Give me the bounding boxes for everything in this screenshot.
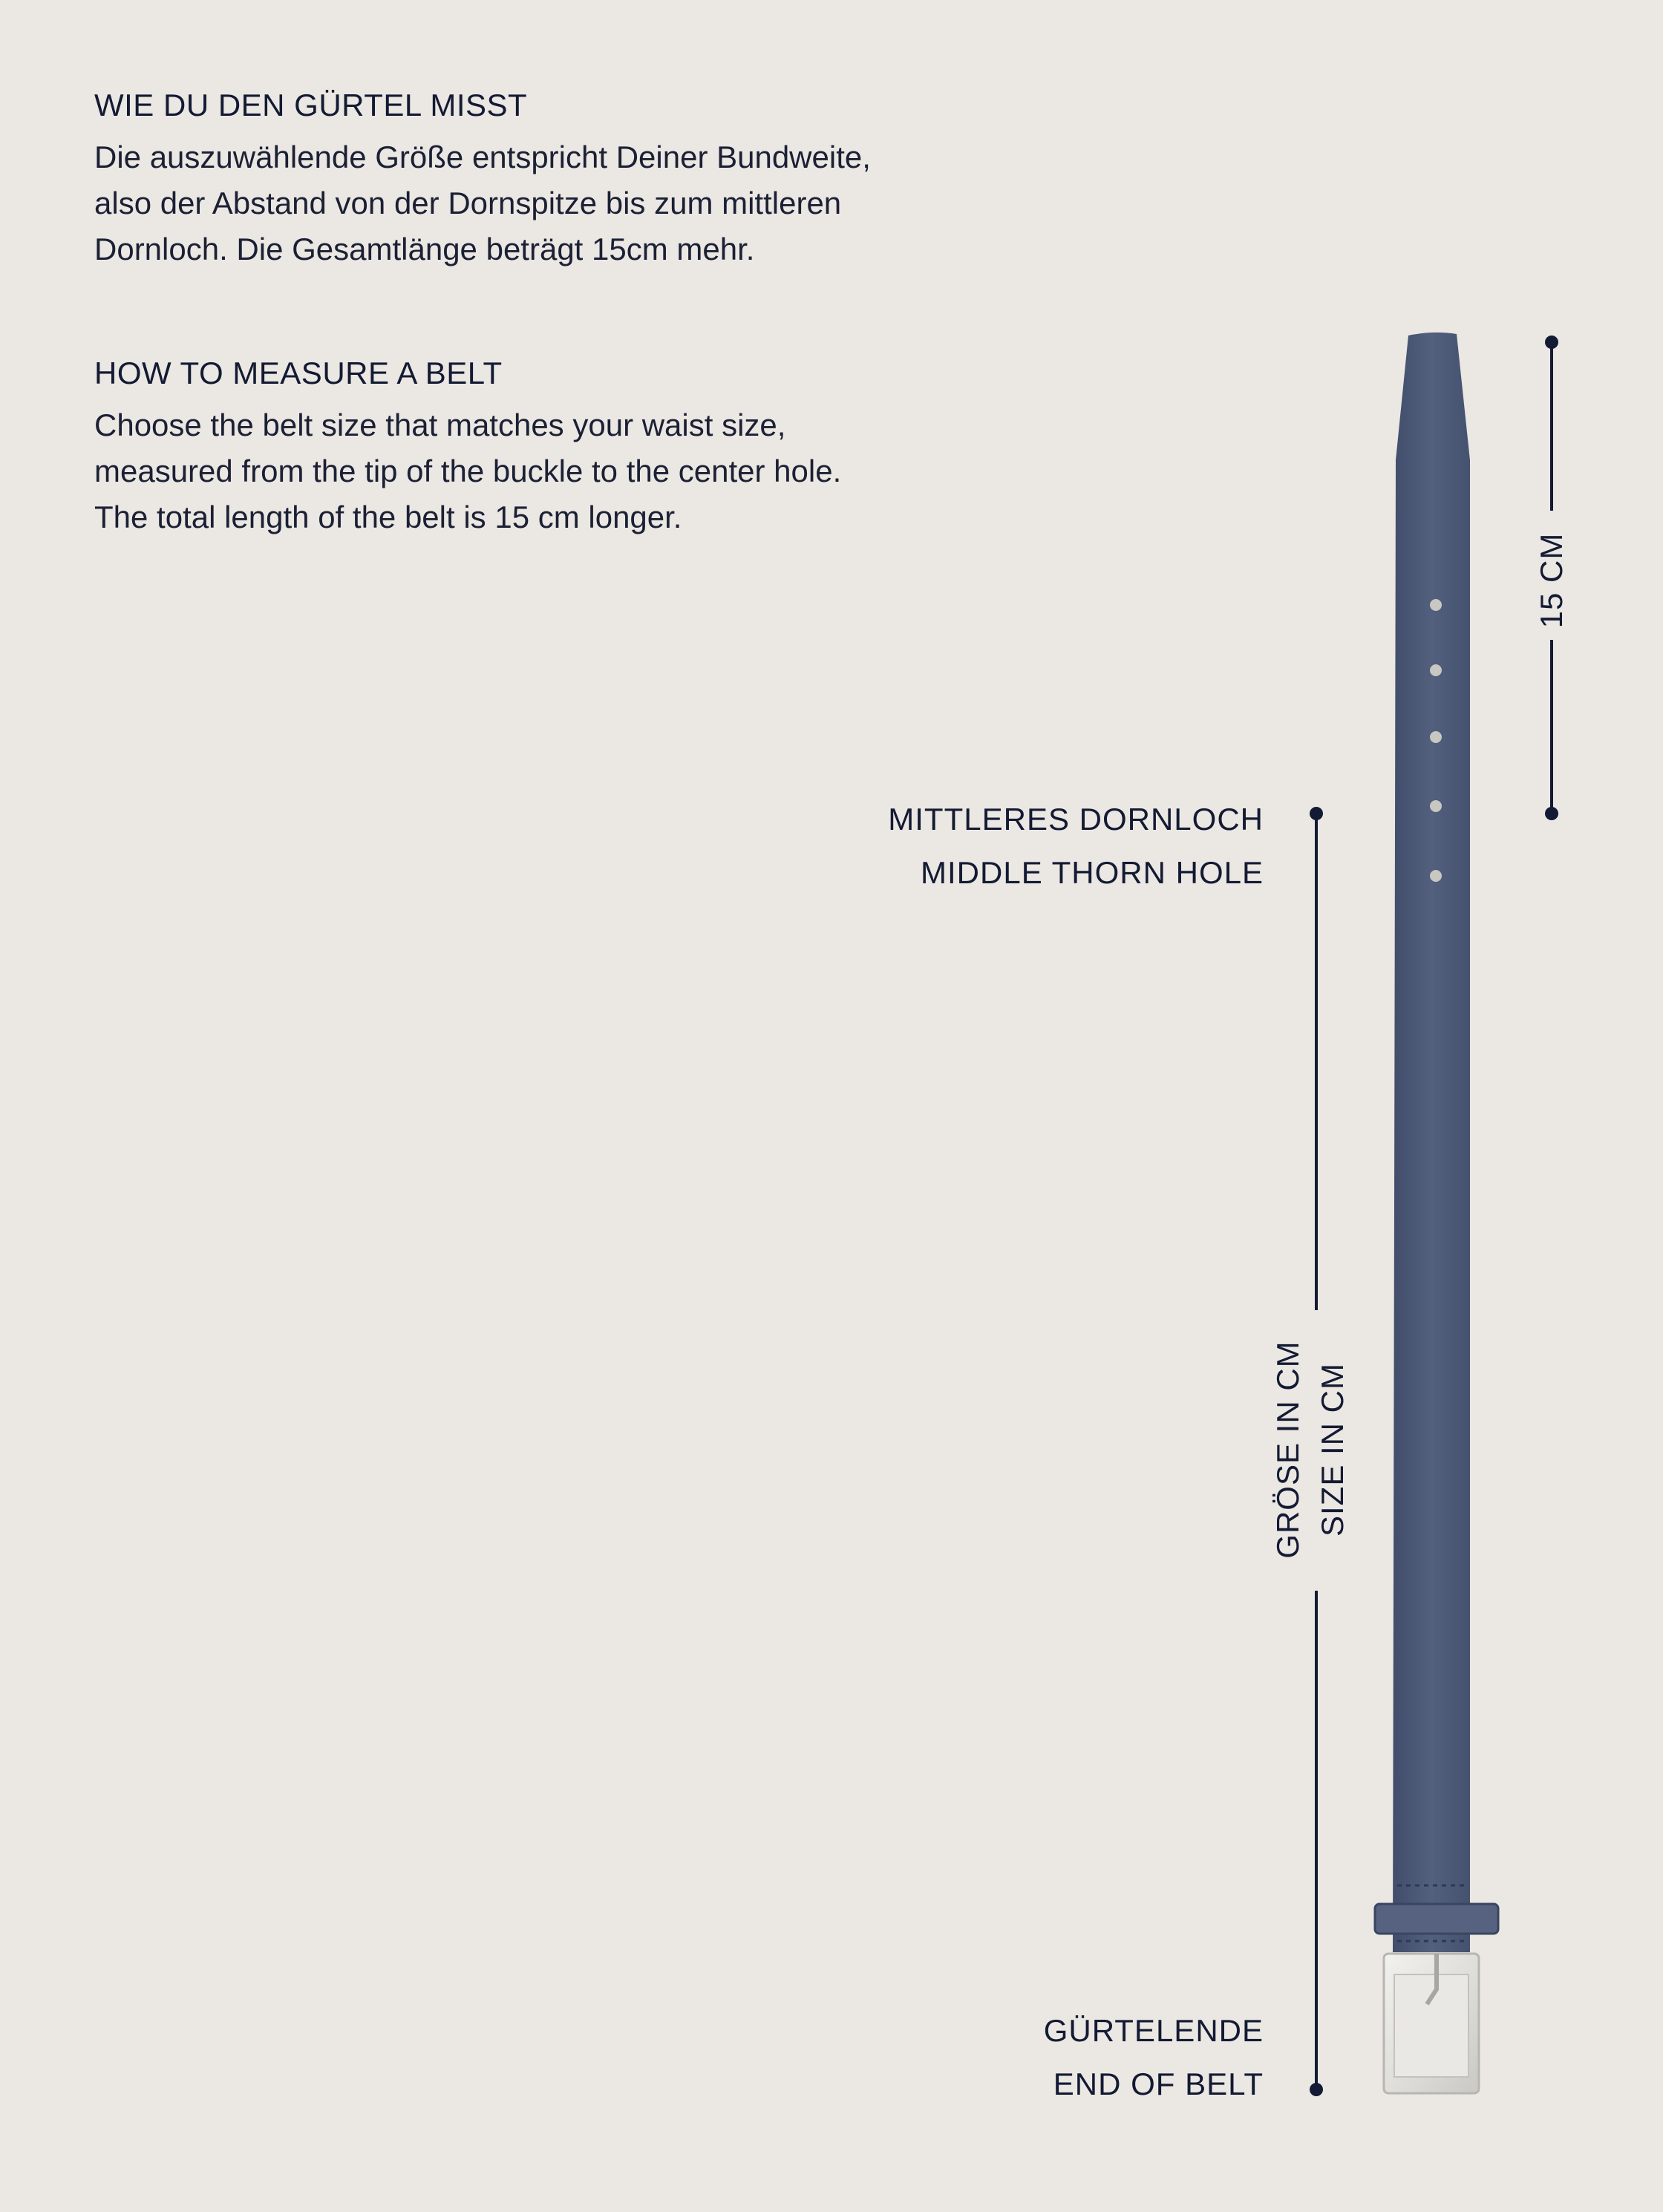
belt-strap xyxy=(1393,333,1470,1952)
english-line-3: The total length of the belt is 15 cm longer. xyxy=(94,500,682,535)
size-label-en: SIZE IN CM xyxy=(1315,1363,1350,1537)
belt-hole-4 xyxy=(1430,800,1442,812)
belt-end-label-de: GÜRTELENDE xyxy=(1043,2013,1264,2048)
buckle-inner xyxy=(1394,1974,1468,2077)
extra-length-label: 15 CM xyxy=(1534,532,1569,629)
belt-hole-1 xyxy=(1430,599,1442,611)
belt-keeper-loop xyxy=(1375,1904,1498,1934)
belt-hole-3 xyxy=(1430,731,1442,743)
english-line-2: measured from the tip of the buckle to the center hole. xyxy=(94,454,842,489)
middle-hole-label xyxy=(888,793,1264,900)
belt-end-label-en: END OF BELT xyxy=(1053,2067,1264,2101)
belt-end-label xyxy=(1044,2004,1264,2111)
belt-hole-5 xyxy=(1430,870,1442,882)
size-line-bottom-dot xyxy=(1310,2083,1323,2096)
english-heading: HOW TO MEASURE A BELT xyxy=(94,356,503,390)
german-line-3: Dornloch. Die Gesamtlänge beträgt 15cm mehr. xyxy=(94,232,755,267)
english-line-1: Choose the belt size that matches your waist size, xyxy=(94,408,786,443)
middle-hole-label-de: MITTLERES DORNLOCH xyxy=(888,802,1264,837)
german-line-2: also der Abstand von der Dornspitze bis zum mittleren xyxy=(94,186,842,221)
german-line-1: Die auszuwählende Größe entspricht Deiner Bundweite, xyxy=(94,140,871,175)
belt-hole-2 xyxy=(1430,664,1442,676)
middle-hole-label-en: MIDDLE THORN HOLE xyxy=(921,855,1264,890)
extra-line-bottom-dot xyxy=(1545,807,1558,820)
german-heading: WIE DU DEN GÜRTEL MISST xyxy=(94,88,528,122)
size-label-de: GRÖSE IN CM xyxy=(1270,1341,1305,1559)
